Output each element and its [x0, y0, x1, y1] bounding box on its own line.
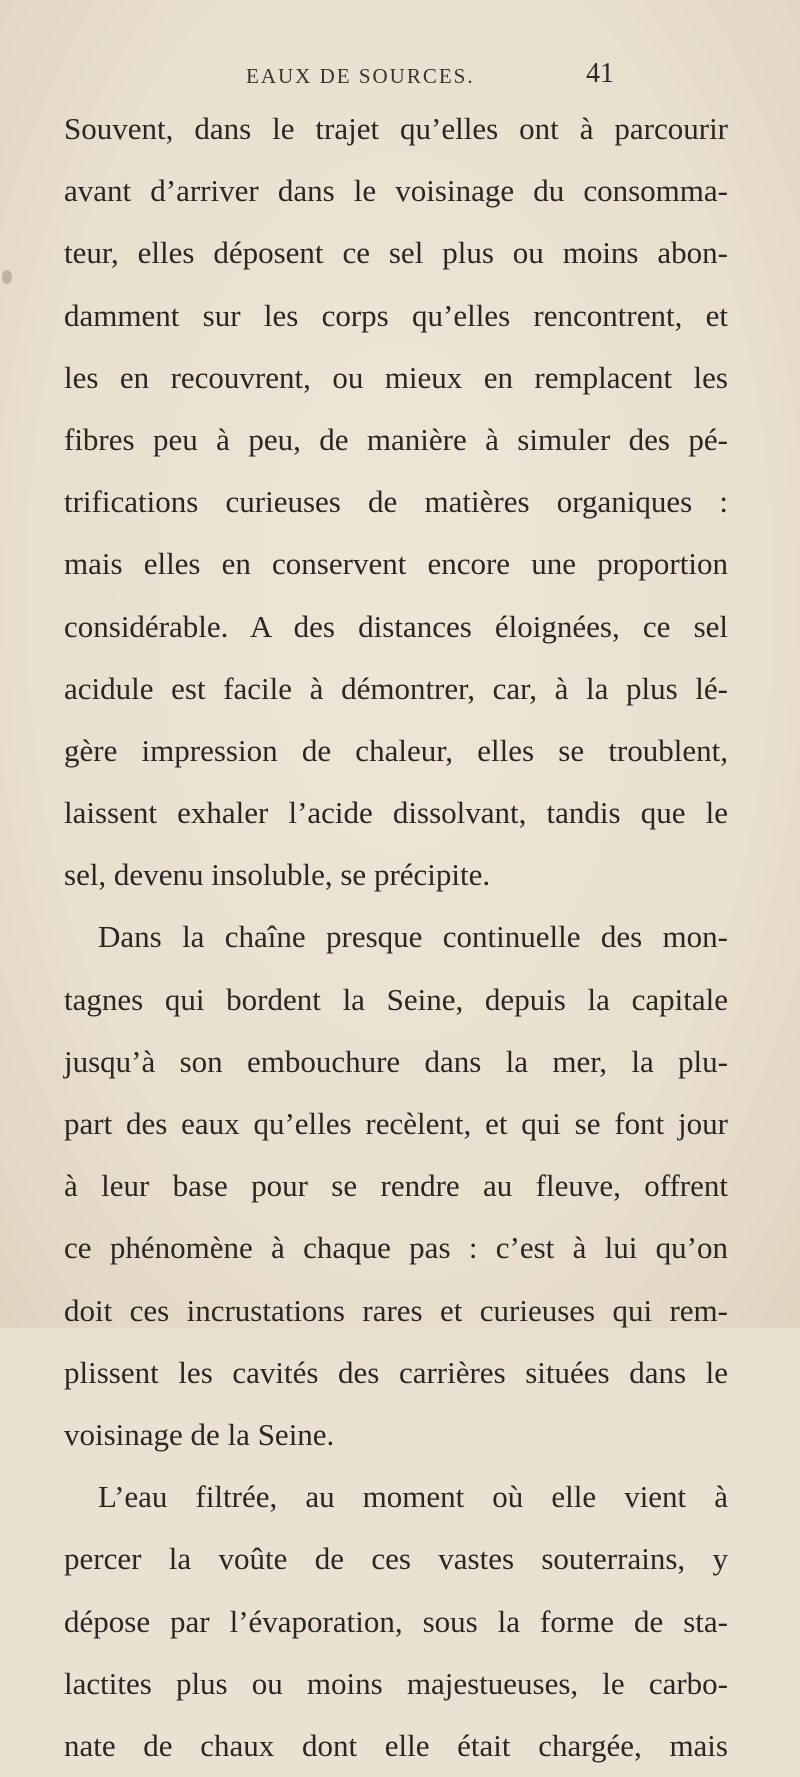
text-line: voisinage de la Seine. — [64, 1416, 335, 1452]
text-line: sel, devenu insoluble, se précipite. — [64, 857, 491, 893]
text-line: lactites plus ou moins majestueuses, le carbo- — [64, 1665, 728, 1701]
text-line: percer la voûte de ces vastes souterrains, y — [64, 1541, 728, 1577]
text-line: trifications curieuses de matières organiques : — [64, 484, 728, 520]
text-line: tagnes qui bordent la Seine, depuis la capitale — [64, 981, 728, 1017]
text-line: ce phénomène à chaque pas : c’est à lui qu’on — [64, 1230, 728, 1266]
text-line: damment sur les corps qu’elles rencontrent, et — [64, 297, 728, 333]
text-line: jusqu’à son embouchure dans la mer, la plu- — [64, 1043, 728, 1079]
text-line: considérable. A des distances éloignées, ce sel — [64, 608, 728, 644]
text-line: acidule est facile à démontrer, car, à la plus lé- — [64, 670, 728, 706]
text-line: plissent les cavités des carrières situées dans le — [64, 1354, 728, 1390]
text-line: laissent exhaler l’acide dissolvant, tandis que le — [64, 795, 728, 831]
page-header — [0, 58, 800, 98]
text-line: doit ces incrustations rares et curieuses qui rem- — [64, 1292, 728, 1328]
body-text — [64, 98, 728, 1777]
text-line: dépose par l’évaporation, sous la forme de sta- — [64, 1603, 728, 1639]
text-line: part des eaux qu’elles recèlent, et qui se font jour — [64, 1106, 728, 1141]
text-line: les en recouvrent, ou mieux en remplacent les — [64, 359, 728, 395]
text-line: Souvent, dans le trajet qu’elles ont à parcourir — [64, 111, 728, 146]
text-line: Dans la chaîne presque continuelle des mon- — [98, 919, 728, 955]
text-line: L’eau filtrée, au moment où elle vient à — [98, 1479, 728, 1515]
page-number: 41 — [586, 58, 614, 89]
text-line: fibres peu à peu, de manière à simuler des pé- — [64, 421, 728, 457]
text-line: teur, elles déposent ce sel plus ou moins abon- — [64, 235, 728, 271]
text-line: à leur base pour se rendre au fleuve, offrent — [64, 1168, 728, 1204]
text-line: avant d’arriver dans le voisinage du consomma- — [64, 173, 728, 209]
ink-spot — [2, 270, 12, 284]
running-title: EAUX DE SOURCES. — [246, 64, 475, 88]
text-line: mais elles en conservent encore une proportion — [64, 546, 728, 582]
text-line: nate de chaux dont elle était chargée, mais — [64, 1727, 728, 1763]
text-line: gère impression de chaleur, elles se troublent, — [64, 732, 728, 768]
